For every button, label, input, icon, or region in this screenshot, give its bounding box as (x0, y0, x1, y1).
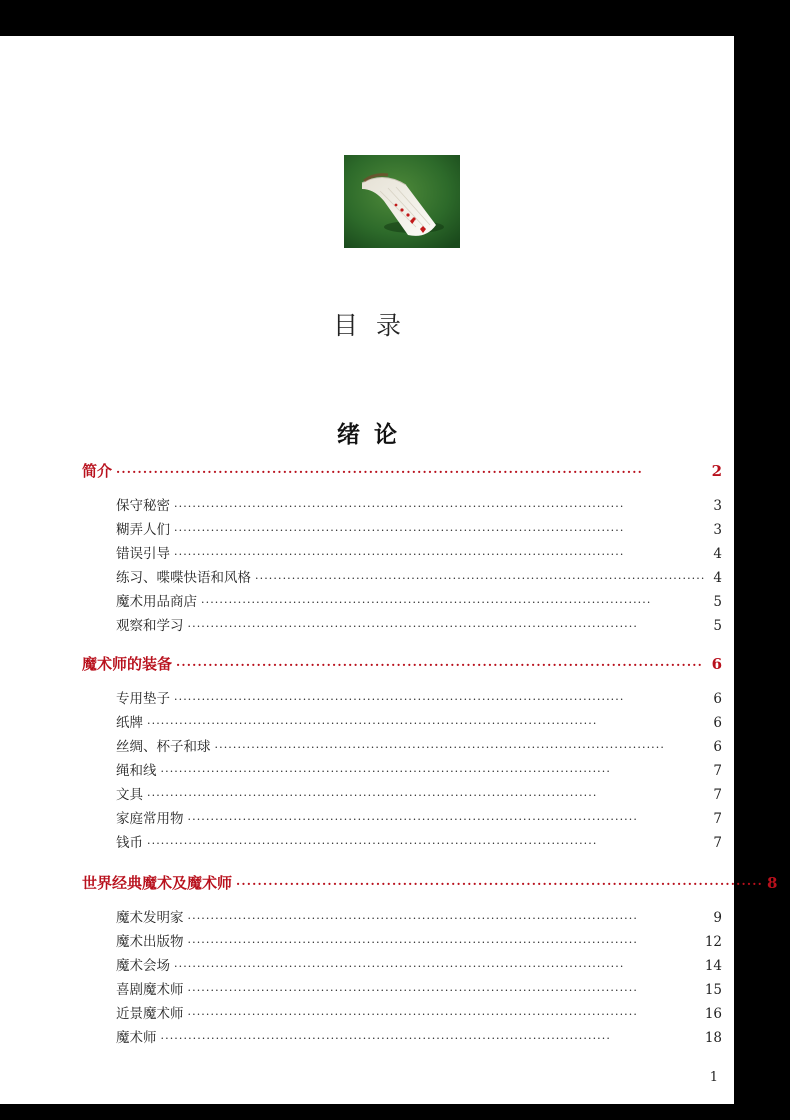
toc-entry-label: 绳和线 (116, 763, 157, 779)
toc-section-title: 世界经典魔术及魔术师 (82, 874, 233, 892)
dot-leader: ·································································································· (187, 912, 638, 925)
book-page (0, 36, 778, 1104)
playing-cards-photo (344, 155, 460, 248)
toc-page-number: 8 (767, 874, 778, 892)
toc-entry-label: 丝绸、杯子和球 (116, 739, 211, 755)
toc-entry-label: 魔术出版物 (116, 934, 184, 950)
dot-leader: ·································································································· (160, 1032, 611, 1045)
toc-section[interactable] (82, 653, 722, 675)
toc-page-number: 3 (713, 522, 722, 538)
toc-page-number: 5 (713, 618, 722, 634)
toc-entry[interactable] (116, 711, 722, 731)
dot-leader: ·································································································· (174, 548, 625, 561)
toc-entry-label: 练习、喋喋快语和风格 (116, 570, 251, 586)
toc-entry[interactable] (116, 687, 722, 707)
toc-entry[interactable] (116, 590, 722, 610)
dot-leader: ·································································································· (174, 960, 625, 973)
toc-section-title: 魔术师的装备 (82, 655, 173, 673)
toc-entry-label: 喜剧魔术师 (116, 982, 184, 998)
toc-entry[interactable] (116, 783, 722, 803)
toc-entry-label: 专用垫子 (116, 691, 170, 707)
dot-leader: ·································································································· (174, 500, 625, 513)
toc-entry[interactable] (116, 906, 722, 926)
toc-entry[interactable] (116, 831, 722, 851)
dot-leader: ·································································································· (176, 658, 704, 672)
toc-page-number: 4 (713, 546, 722, 562)
dot-leader: ·································································································· (147, 837, 598, 850)
toc-entry-label: 纸牌 (116, 715, 143, 731)
toc-entry-label: 钱币 (116, 835, 143, 851)
toc-entry[interactable] (116, 978, 722, 998)
toc-entry-label: 观察和学习 (116, 618, 184, 634)
toc-entry[interactable] (116, 542, 722, 562)
dot-leader: ·································································································· (116, 465, 644, 479)
toc-entry-label: 错误引导 (116, 546, 170, 562)
toc-section[interactable] (82, 872, 778, 894)
toc-entry[interactable] (116, 1002, 722, 1022)
toc-entry-label: 魔术用品商店 (116, 594, 197, 610)
toc-page-number: 6 (711, 655, 722, 673)
toc-page-number: 15 (704, 982, 722, 998)
dot-leader: ·································································································· (187, 1008, 638, 1021)
toc-entry-label: 近景魔术师 (116, 1006, 184, 1022)
toc-page-number: 12 (704, 934, 722, 950)
toc-entry[interactable] (116, 954, 722, 974)
toc-page-number: 6 (713, 691, 722, 707)
toc-entry[interactable] (116, 807, 722, 827)
toc-entry-label: 家庭常用物 (116, 811, 184, 827)
toc-entry-label: 保守秘密 (116, 498, 170, 514)
toc-page-number: 7 (713, 763, 722, 779)
dot-leader: ·································································································· (255, 572, 706, 585)
toc-entry[interactable] (116, 1026, 722, 1046)
toc-page-number: 7 (713, 787, 722, 803)
playing-cards-image (344, 155, 460, 248)
toc-entry[interactable] (116, 566, 722, 586)
dot-leader: ·································································································· (187, 984, 638, 997)
toc-entry-label: 魔术师 (116, 1030, 157, 1046)
toc-page-number: 5 (713, 594, 722, 610)
dot-leader: ·································································································· (187, 813, 638, 826)
toc-page-number: 7 (713, 835, 722, 851)
toc-page-number: 2 (711, 462, 722, 480)
dot-leader: ·································································································· (160, 765, 611, 778)
page-number: 1 (709, 1070, 718, 1085)
toc-section[interactable] (82, 460, 722, 482)
toc-page-number: 6 (713, 739, 722, 755)
page-title: 目录 (332, 311, 419, 340)
toc-entry-label: 文具 (116, 787, 143, 803)
toc-entry-label: 魔术会场 (116, 958, 170, 974)
toc-page-number: 6 (713, 715, 722, 731)
toc-page-number: 18 (704, 1030, 722, 1046)
dot-leader: ·································································································· (214, 741, 665, 754)
toc-entry[interactable] (116, 614, 722, 634)
dot-leader: ·································································································· (201, 596, 652, 609)
dot-leader: ·································································································· (174, 693, 625, 706)
toc-entry[interactable] (116, 759, 722, 779)
toc-entry[interactable] (116, 735, 722, 755)
dot-leader: ·································································································· (147, 717, 598, 730)
toc-page-number: 16 (704, 1006, 722, 1022)
toc-page-number: 9 (713, 910, 722, 926)
toc-section-title: 简介 (82, 462, 113, 480)
toc-page-number: 4 (713, 570, 722, 586)
part-title: 绪论 (337, 421, 411, 448)
toc-entry[interactable] (116, 930, 722, 950)
toc-page-number: 7 (713, 811, 722, 827)
toc-entry[interactable] (116, 518, 722, 538)
dot-leader: ·································································································· (147, 789, 598, 802)
toc-entry[interactable] (116, 494, 722, 514)
toc-entry-label: 糊弄人们 (116, 522, 170, 538)
dot-leader: ·································································································· (187, 620, 638, 633)
dot-leader: ·································································································· (174, 524, 625, 537)
toc-page-number: 3 (713, 498, 722, 514)
dot-leader: ·································································································· (187, 936, 638, 949)
dot-leader: ·································································································· (236, 877, 764, 891)
toc-entry-label: 魔术发明家 (116, 910, 184, 926)
toc-page-number: 14 (704, 958, 722, 974)
